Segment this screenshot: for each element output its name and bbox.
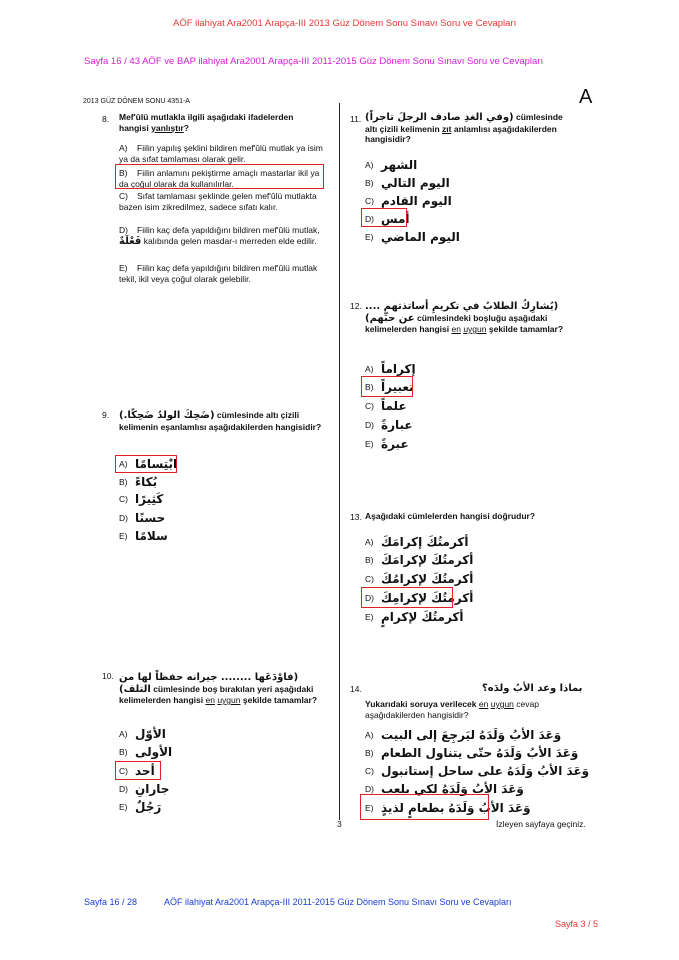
- page-source-line: Sayfa 16 / 43 AÖF ve BAP ilahiyat Ara2001 Arapça-III 2011-2015 Güz Dönem Sonu Sınavı Soru ve Cevapları: [84, 56, 544, 67]
- q9-option-c[interactable]: C) كَثِيرًا: [119, 492, 164, 506]
- q8-option-e[interactable]: E) Fiilin kaç defa yapıldığını bildiren mef'ûlü mutlak tekil, ikil veya çoğul olarak gelebilir.: [119, 263, 318, 284]
- q13-option-a[interactable]: A) أكرمتُكَ إكرامَكَ: [365, 535, 469, 549]
- q13-option-c[interactable]: C) أكرمتُكَ لإكرامُكَ: [365, 572, 474, 586]
- next-page-note: İzleyen sayfaya geçiniz.: [496, 819, 586, 829]
- q8-option-d[interactable]: D) Fiilin kaç defa yapıldığını bildiren mef'ûlü mutlak, فَعْلَةٌ kalıbında gelen masdar-ı merreden elde edilir.: [119, 225, 320, 247]
- q12-option-e[interactable]: E) عبرةً: [365, 437, 409, 451]
- answer-highlight-q8: [115, 164, 324, 189]
- q11-option-b[interactable]: B) اليوم التالي: [365, 176, 450, 190]
- q8-option-a[interactable]: A) Fiilin yapılış şeklini bildiren mef'ûlü mutlak ya isim ya da sıfat tamlaması olarak gelir.: [119, 143, 323, 164]
- q11-option-a[interactable]: A) الشهر: [365, 158, 418, 172]
- q9-option-e[interactable]: E) سلامًا: [119, 529, 168, 543]
- q11-option-e[interactable]: E) اليوم الماضي: [365, 230, 460, 244]
- q12-option-a[interactable]: A) إكراماً: [365, 362, 416, 376]
- q12-option-d[interactable]: D) عبارةً: [365, 418, 413, 432]
- q14-option-c[interactable]: C) وَعَدَ الأبُ وَلَدَهُ على ساحل إستانبول: [365, 764, 590, 778]
- answer-highlight-q14: [360, 794, 489, 820]
- q11-option-c[interactable]: C) اليوم القادم: [365, 194, 452, 208]
- q12-number: 12.: [350, 301, 362, 311]
- footer-page-count: Sayfa 16 / 28: [84, 897, 138, 907]
- q9-stem: (ضَحِكَ الولدُ ضَحِكًا.) cümlesinde altı çizili kelimenin eşanlamlısı aşağıdakilerden hangisidir?: [119, 410, 322, 432]
- q14-option-b[interactable]: B) وَعَدَ الأبُ وَلَدَهُ حتّى يتناول الطعام: [365, 746, 579, 760]
- q12-stem: (يُشارِكُ الطلابُ في تكريمِ أساتذتهم .... عن حبِّهم) cümlesindeki boşluğu aşağıdaki kelimelerden hangisi en uygun şekilde tamamlar?: [365, 301, 564, 334]
- q14-option-a[interactable]: A) وَعَدَ الأبُ وَلَدَهُ ليَرجِعَ إلى البيت: [365, 728, 562, 742]
- q8-option-b[interactable]: B) Fiilin anlamını pekiştirme amaçlı mastarlar ikil ya da çoğul olarak da kullanılırlar.: [119, 168, 320, 189]
- q9-option-a[interactable]: A) ابْتِسامًا: [119, 457, 178, 471]
- document-title: AÖF ilahiyat Ara2001 Arapça-III 2013 Güz Dönem Sonu Sınavı Soru ve Cevapları: [173, 18, 517, 29]
- answer-highlight-q9: [115, 455, 177, 473]
- q8-option-c[interactable]: C) Sıfat tamlaması şeklinde gelen mef'ûlü mutlakta bazen isim zikredilmez, sadece sıfatı kalır.: [119, 191, 317, 212]
- q10-option-e[interactable]: E) رَجُلٌ: [119, 800, 162, 814]
- answer-highlight-q12: [361, 376, 413, 397]
- q10-option-a[interactable]: A) الأوّل: [119, 727, 166, 741]
- q11-option-d[interactable]: D) أمس: [365, 212, 410, 226]
- q14-arabic-question: بماذا وعد الأبُ ولدَه؟: [482, 683, 583, 694]
- answer-highlight-q10: [115, 761, 161, 780]
- q13-number: 13.: [350, 512, 362, 522]
- answer-highlight-q13: [361, 587, 453, 608]
- q9-option-b[interactable]: B) بُكاءً: [119, 475, 158, 489]
- q10-stem: (فاوْدَعَها ........ جيرانه حفظاً لها من التلف) cümlesinde boş bırakılan yeri aşağıdaki kelimelerden hangisi en uygun şekilde tamamlar?: [119, 672, 318, 705]
- q12-option-b[interactable]: B) تعبيراً: [365, 380, 414, 394]
- q11-number: 11.: [350, 114, 362, 124]
- q8-stem: Mef'ûlü mutlakla ilgili aşağıdaki ifadelerden hangisi yanlıştır?: [119, 112, 294, 133]
- q11-stem: (وفي الغدِ صادف الرجلَ تاجراً) cümlesinde altı çizili kelimenin zıt anlamlısı aşağıdakilerden hangisidir?: [365, 112, 563, 144]
- q13-stem: Aşağıdaki cümlelerden hangisi doğrudur?: [365, 511, 536, 521]
- q14-number: 14.: [350, 684, 362, 694]
- q10-option-d[interactable]: D) جارانِ: [119, 782, 170, 796]
- q13-option-d[interactable]: D) أكرمتُكَ لإكرامِكَ: [365, 591, 474, 605]
- answer-highlight-q11: [361, 208, 407, 227]
- q13-option-e[interactable]: E) أكرمتُكَ لإكرامٍ: [365, 610, 464, 624]
- footer-title: AÖF ilahiyat Ara2001 Arapça-III 2011-2015 Güz Dönem Sonu Sınavı Soru ve Cevapları: [164, 897, 512, 907]
- q10-number: 10.: [102, 671, 114, 681]
- footer-sheet-count: Sayfa 3 / 5: [555, 919, 599, 929]
- q10-option-c[interactable]: C) أحد: [119, 764, 155, 778]
- column-divider: [339, 103, 340, 820]
- booklet-letter: A: [579, 86, 593, 108]
- q8-number: 8.: [102, 114, 110, 124]
- q10-option-b[interactable]: B) الأولى: [119, 745, 173, 759]
- q13-option-b[interactable]: B) أكرمتُكَ لإكرامَكَ: [365, 553, 474, 567]
- q14-option-e[interactable]: E) وَعَدَ الأبُ وَلَدَهُ بطعامٍ لذيذٍ: [365, 801, 531, 815]
- q9-number: 9.: [102, 410, 110, 420]
- page-number: 3: [337, 819, 342, 829]
- q12-option-c[interactable]: C) علماً: [365, 399, 407, 413]
- q9-option-d[interactable]: D) حسنًا: [119, 511, 166, 525]
- q14-option-d[interactable]: D) وَعَدَ الأبُ وَلَدَهُ لكي يلعب: [365, 782, 524, 796]
- exam-code: 2013 GÜZ DÖNEM SONU 4351-A: [83, 98, 190, 105]
- q14-stem: Yukarıdaki soruya verilecek en uygun cevap aşağıdakilerden hangisidir?: [365, 699, 539, 720]
